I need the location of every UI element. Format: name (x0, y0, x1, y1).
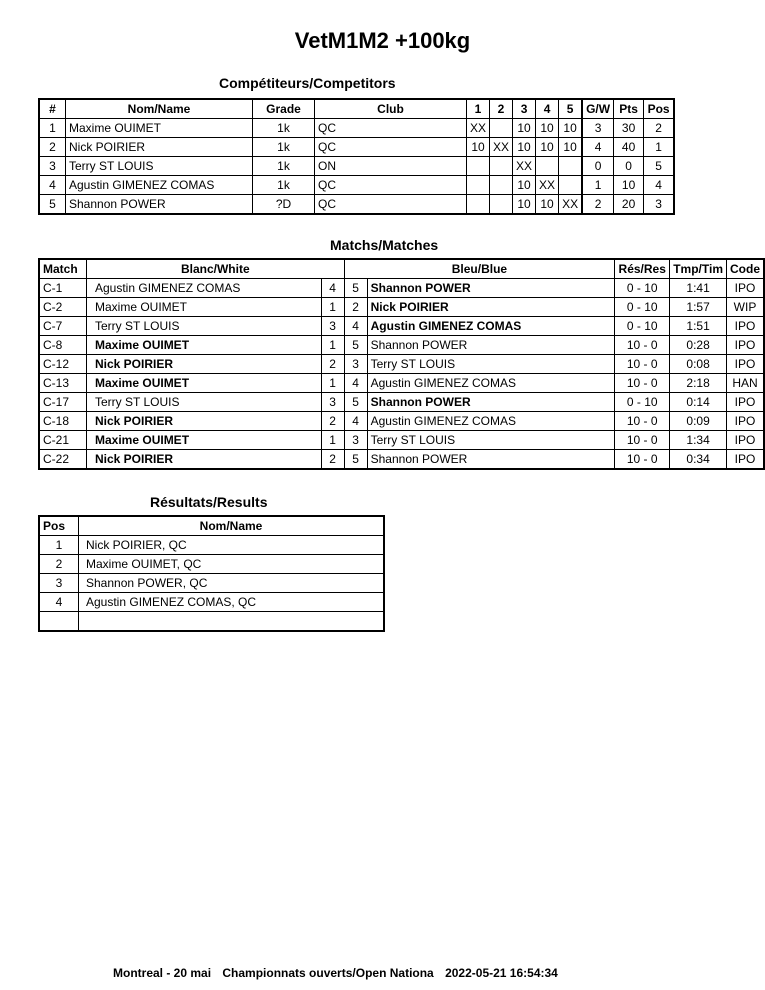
white-competitor: Nick POIRIER (87, 450, 322, 470)
competitor-club: ON (315, 157, 467, 176)
col-header-name: Nom/Name (79, 516, 385, 536)
footer-event: Championnats ouverts/Open Nationa (222, 966, 434, 980)
result-name (79, 612, 385, 632)
competitor-row (39, 157, 674, 176)
match-code: WIP (727, 298, 765, 317)
result-position (39, 612, 79, 632)
competitor-score-r4 (536, 157, 559, 176)
match-result: 10 - 0 (615, 450, 670, 470)
white-competitor: Maxime OUIMET (87, 431, 322, 450)
col-header-pos: Pos (39, 516, 79, 536)
match-id: C-17 (39, 393, 87, 412)
competitor-name: Maxime OUIMET (66, 119, 253, 138)
white-number: 3 (321, 393, 344, 412)
result-position: 1 (39, 536, 79, 555)
competitor-name: Nick POIRIER (66, 138, 253, 157)
competitor-points: 40 (614, 138, 644, 157)
match-result: 10 - 0 (615, 431, 670, 450)
competitor-points: 10 (614, 176, 644, 195)
competitor-score-r1 (467, 157, 490, 176)
white-competitor: Nick POIRIER (87, 355, 322, 374)
competitor-score-r2 (490, 119, 513, 138)
footer (113, 966, 566, 980)
match-code: IPO (727, 279, 765, 298)
match-time: 2:18 (670, 374, 727, 393)
match-code: IPO (727, 317, 765, 336)
white-number: 2 (321, 450, 344, 470)
match-id: C-18 (39, 412, 87, 431)
match-result: 0 - 10 (615, 279, 670, 298)
competitor-score-r2 (490, 157, 513, 176)
competitor-name: Agustin GIMENEZ COMAS (66, 176, 253, 195)
competitor-score-r2: XX (490, 138, 513, 157)
match-row (39, 317, 764, 336)
blue-number: 5 (344, 279, 367, 298)
match-time: 0:08 (670, 355, 727, 374)
match-result: 0 - 10 (615, 298, 670, 317)
result-position: 3 (39, 574, 79, 593)
col-header-r5: 5 (559, 99, 583, 119)
competitor-number: 5 (39, 195, 66, 215)
competitor-row (39, 138, 674, 157)
match-row (39, 450, 764, 470)
result-name: Shannon POWER, QC (79, 574, 385, 593)
competitor-wins: 3 (582, 119, 614, 138)
match-id: C-1 (39, 279, 87, 298)
competitor-club: QC (315, 138, 467, 157)
white-competitor: Maxime OUIMET (87, 374, 322, 393)
white-number: 1 (321, 374, 344, 393)
white-competitor: Terry ST LOUIS (87, 393, 322, 412)
match-time: 1:41 (670, 279, 727, 298)
match-id: C-22 (39, 450, 87, 470)
match-result: 10 - 0 (615, 336, 670, 355)
white-competitor: Terry ST LOUIS (87, 317, 322, 336)
competitors-header-row (39, 99, 674, 119)
competitor-position: 3 (644, 195, 675, 215)
match-row (39, 279, 764, 298)
white-competitor: Maxime OUIMET (87, 336, 322, 355)
match-result: 10 - 0 (615, 355, 670, 374)
competitor-club: QC (315, 195, 467, 215)
results-header-row (39, 516, 384, 536)
col-header-club: Club (315, 99, 467, 119)
competitor-score-r4: 10 (536, 195, 559, 215)
match-time: 0:09 (670, 412, 727, 431)
blue-number: 3 (344, 431, 367, 450)
col-header-gw: G/W (582, 99, 614, 119)
competitor-score-r3: 10 (513, 138, 536, 157)
blue-number: 4 (344, 317, 367, 336)
blue-competitor: Terry ST LOUIS (367, 431, 615, 450)
blue-number: 2 (344, 298, 367, 317)
match-time: 1:34 (670, 431, 727, 450)
col-header-name: Nom/Name (66, 99, 253, 119)
blue-competitor: Nick POIRIER (367, 298, 615, 317)
white-number: 1 (321, 336, 344, 355)
col-header-match: Match (39, 259, 87, 279)
competitor-wins: 4 (582, 138, 614, 157)
competitor-grade: 1k (253, 176, 315, 195)
results-heading: Résultats/Results (150, 494, 268, 510)
blue-number: 5 (344, 450, 367, 470)
competitor-score-r2 (490, 176, 513, 195)
col-header-r3: 3 (513, 99, 536, 119)
competitor-wins: 0 (582, 157, 614, 176)
competitor-club: QC (315, 176, 467, 195)
match-code: IPO (727, 450, 765, 470)
result-row (39, 536, 384, 555)
white-competitor: Maxime OUIMET (87, 298, 322, 317)
competitor-score-r4: XX (536, 176, 559, 195)
competitors-table (38, 98, 675, 215)
white-competitor: Agustin GIMENEZ COMAS (87, 279, 322, 298)
matches-header-row (39, 259, 764, 279)
results-table (38, 515, 385, 632)
blue-competitor: Agustin GIMENEZ COMAS (367, 412, 615, 431)
competitor-grade: 1k (253, 119, 315, 138)
competitor-position: 5 (644, 157, 675, 176)
page-title: VetM1M2 +100kg (294, 28, 471, 53)
competitor-position: 4 (644, 176, 675, 195)
blue-competitor: Agustin GIMENEZ COMAS (367, 374, 615, 393)
competitor-wins: 2 (582, 195, 614, 215)
blue-competitor: Shannon POWER (367, 450, 615, 470)
col-header-time: Tmp/Tim (670, 259, 727, 279)
competitor-score-r2 (490, 195, 513, 215)
blue-number: 3 (344, 355, 367, 374)
blue-number: 4 (344, 374, 367, 393)
result-name: Agustin GIMENEZ COMAS, QC (79, 593, 385, 612)
match-code: IPO (727, 393, 765, 412)
competitor-score-r5: XX (559, 195, 583, 215)
match-code: IPO (727, 336, 765, 355)
match-code: IPO (727, 412, 765, 431)
result-row (39, 555, 384, 574)
blue-competitor: Shannon POWER (367, 393, 615, 412)
match-result: 0 - 10 (615, 317, 670, 336)
white-number: 1 (321, 298, 344, 317)
col-header-pos: Pos (644, 99, 675, 119)
white-number: 2 (321, 412, 344, 431)
match-row (39, 298, 764, 317)
match-id: C-13 (39, 374, 87, 393)
match-code: IPO (727, 355, 765, 374)
competitor-score-r1: XX (467, 119, 490, 138)
match-row (39, 336, 764, 355)
match-row (39, 374, 764, 393)
competitor-score-r5 (559, 157, 583, 176)
competitor-score-r1: 10 (467, 138, 490, 157)
competitor-score-r4: 10 (536, 119, 559, 138)
match-id: C-2 (39, 298, 87, 317)
result-row (39, 612, 384, 632)
competitor-position: 1 (644, 138, 675, 157)
white-number: 3 (321, 317, 344, 336)
result-position: 2 (39, 555, 79, 574)
result-row (39, 574, 384, 593)
col-header-res: Rés/Res (615, 259, 670, 279)
competitor-score-r5: 10 (559, 138, 583, 157)
col-header-code: Code (727, 259, 765, 279)
competitor-score-r1 (467, 195, 490, 215)
competitor-row (39, 176, 674, 195)
col-header-r1: 1 (467, 99, 490, 119)
competitor-row (39, 119, 674, 138)
match-time: 0:14 (670, 393, 727, 412)
blue-number: 5 (344, 336, 367, 355)
match-result: 0 - 10 (615, 393, 670, 412)
competitor-number: 2 (39, 138, 66, 157)
blue-competitor: Terry ST LOUIS (367, 355, 615, 374)
result-name: Maxime OUIMET, QC (79, 555, 385, 574)
white-number: 1 (321, 431, 344, 450)
competitor-wins: 1 (582, 176, 614, 195)
matches-heading: Matchs/Matches (330, 237, 439, 253)
competitor-score-r3: 10 (513, 176, 536, 195)
competitor-club: QC (315, 119, 467, 138)
competitor-score-r3: XX (513, 157, 536, 176)
blue-competitor: Shannon POWER (367, 336, 615, 355)
col-header-pts: Pts (614, 99, 644, 119)
footer-location: Montreal - 20 mai (113, 966, 212, 980)
match-row (39, 431, 764, 450)
result-name: Nick POIRIER, QC (79, 536, 385, 555)
competitor-number: 4 (39, 176, 66, 195)
match-id: C-12 (39, 355, 87, 374)
match-result: 10 - 0 (615, 412, 670, 431)
result-position: 4 (39, 593, 79, 612)
match-time: 0:34 (670, 450, 727, 470)
blue-competitor: Shannon POWER (367, 279, 615, 298)
competitor-name: Terry ST LOUIS (66, 157, 253, 176)
competitor-score-r5: 10 (559, 119, 583, 138)
result-row (39, 593, 384, 612)
col-header-blue: Bleu/Blue (344, 259, 615, 279)
competitor-grade: ?D (253, 195, 315, 215)
col-header-num: # (39, 99, 66, 119)
white-number: 2 (321, 355, 344, 374)
competitors-heading: Compétiteurs/Competitors (219, 75, 396, 91)
competitor-number: 3 (39, 157, 66, 176)
blue-competitor: Agustin GIMENEZ COMAS (367, 317, 615, 336)
match-id: C-8 (39, 336, 87, 355)
competitor-points: 30 (614, 119, 644, 138)
white-competitor: Nick POIRIER (87, 412, 322, 431)
white-number: 4 (321, 279, 344, 298)
match-time: 1:51 (670, 317, 727, 336)
competitor-points: 20 (614, 195, 644, 215)
match-id: C-21 (39, 431, 87, 450)
matches-table (38, 258, 765, 470)
col-header-white: Blanc/White (87, 259, 345, 279)
match-result: 10 - 0 (615, 374, 670, 393)
match-code: HAN (727, 374, 765, 393)
blue-number: 5 (344, 393, 367, 412)
competitor-score-r1 (467, 176, 490, 195)
competitor-points: 0 (614, 157, 644, 176)
footer-timestamp: 2022-05-21 16:54:34 (445, 966, 558, 980)
competitor-number: 1 (39, 119, 66, 138)
competitor-score-r3: 10 (513, 195, 536, 215)
competitor-grade: 1k (253, 157, 315, 176)
match-row (39, 393, 764, 412)
competitor-score-r5 (559, 176, 583, 195)
competitor-score-r3: 10 (513, 119, 536, 138)
col-header-r2: 2 (490, 99, 513, 119)
col-header-r4: 4 (536, 99, 559, 119)
col-header-grade: Grade (253, 99, 315, 119)
competitor-grade: 1k (253, 138, 315, 157)
competitor-row (39, 195, 674, 215)
match-id: C-7 (39, 317, 87, 336)
competitor-name: Shannon POWER (66, 195, 253, 215)
competitor-position: 2 (644, 119, 675, 138)
competitor-score-r4: 10 (536, 138, 559, 157)
match-code: IPO (727, 431, 765, 450)
match-time: 1:57 (670, 298, 727, 317)
match-time: 0:28 (670, 336, 727, 355)
match-row (39, 412, 764, 431)
blue-number: 4 (344, 412, 367, 431)
match-row (39, 355, 764, 374)
